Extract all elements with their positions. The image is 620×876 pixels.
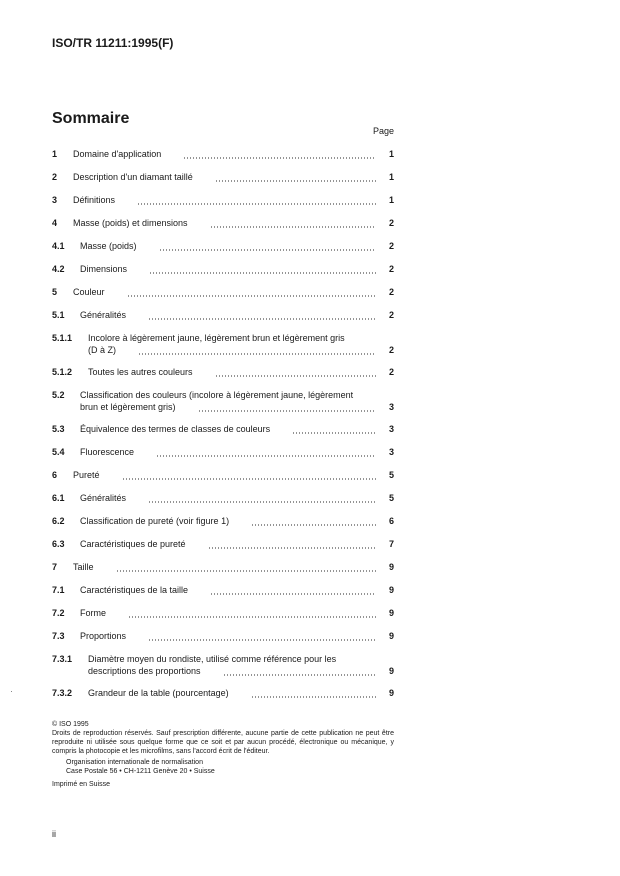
toc-entry[interactable] [52,630,394,642]
toc-entry-title: Forme [80,608,107,618]
dot-leader [159,240,376,252]
toc-entry-title: Masse (poids) et dimensions [73,218,188,228]
toc-entry[interactable] [52,492,394,504]
toc-entry-page: 9 [388,666,394,676]
toc-entry-title: Couleur [73,287,105,297]
toc-entry-page: 7 [388,539,394,549]
toc-entry-title: (D à Z) [88,345,116,355]
toc-entry-number: 6.3 [52,539,65,549]
toc-entry-number: 5 [52,287,58,297]
dot-leader [127,286,376,298]
toc-entry-number: 5.1.1 [52,333,73,343]
toc-entry[interactable] [52,286,394,298]
toc-entry-number: 5.3 [52,424,65,434]
dot-leader [148,309,376,321]
toc-entry-page: 2 [388,367,394,377]
scan-speck [11,691,12,692]
toc-entry-number: 7.1 [52,585,65,595]
printed-in: Imprimé en Suisse [52,781,110,788]
toc-entry[interactable] [52,515,394,527]
toc-entry-page: 2 [388,287,394,297]
toc-entry[interactable] [52,263,394,275]
toc-entry-number: 4 [52,218,58,228]
toc-entry-title: Diamètre moyen du rondiste, utilisé comme référence pour les [88,654,337,664]
toc-entry-number: 7 [52,562,58,572]
toc-entry-page: 2 [388,241,394,251]
dot-leader [215,366,376,378]
toc-entry-title: Généralités [80,493,127,503]
dot-leader [116,561,376,573]
toc-entry-page: 5 [388,493,394,503]
dot-leader [292,423,376,435]
dot-leader [251,687,376,699]
toc-entry-page: 9 [388,608,394,618]
toc-entry-number: 5.1.2 [52,367,73,377]
toc-entry[interactable] [52,217,394,229]
toc-entry[interactable] [52,653,394,677]
toc-entry[interactable] [52,309,394,321]
toc-entry-number: 4.2 [52,264,65,274]
toc-entry[interactable] [52,366,394,378]
dot-leader [156,446,376,458]
toc-entry-number: 7.3.2 [52,688,73,698]
toc-entry-number: 4.1 [52,241,65,251]
toc-entry-title: Description d'un diamant taillé [73,172,193,182]
toc-entry-title: Caractéristiques de la taille [80,585,189,595]
toc-entry-title: Incolore à légèrement jaune, légèrement brun et légèrement gris [88,333,345,343]
toc-entry-title: brun et légèrement gris) [80,402,176,412]
toc-entry-page: 9 [388,585,394,595]
toc-entry[interactable] [52,240,394,252]
page-title: Sommaire [52,110,130,127]
toc-entry-page: 3 [388,447,394,457]
toc-entry[interactable] [52,423,394,435]
page-column-label: Page [373,126,395,136]
rights-notice: Droits de reproduction réservés. Sauf prescription différente, aucune partie de cette publication ne peut être reproduite ni utilisée sous quelque forme que ce soit et par aucun procédé, électronique ou mécanique, y compris la photocopie et les microfilms, sans l'accord écrit de l'éditeur. [52,730,394,755]
dot-leader [128,607,376,619]
toc-entry-page: 2 [388,218,394,228]
toc-entry[interactable] [52,687,394,699]
dot-leader [223,665,376,677]
dot-leader [137,194,376,206]
toc-entry-page: 1 [388,149,394,159]
toc-entry-number: 5.4 [52,447,65,457]
toc-entry-number: 6.2 [52,516,65,526]
toc-entry-title: Classification de pureté (voir figure 1) [80,516,230,526]
toc-entry[interactable] [52,389,394,413]
toc-entry-page: 9 [388,562,394,572]
copyright-line: © ISO 1995 [52,721,89,728]
toc-entry-title: Classification des couleurs (incolore à légèrement jaune, légèrement [80,390,354,400]
toc-entry[interactable] [52,607,394,619]
toc-entry-title: Caractéristiques de pureté [80,539,186,549]
toc-entry-page: 1 [388,195,394,205]
toc-entry-title: Fluorescence [80,447,135,457]
toc-entry-number: 3 [52,195,58,205]
document-id: ISO/TR 11211:1995(F) [52,36,174,50]
copyright-block [52,720,394,789]
toc-entry-number: 5.1 [52,310,65,320]
dot-leader [149,263,376,275]
toc-entry-number: 7.3.1 [52,654,73,664]
org-name: Organisation internationale de normalisation [66,759,203,766]
toc-entry-title: Grandeur de la table (pourcentage) [88,688,229,698]
toc-entry-title: Pureté [73,470,100,480]
toc-entry-title: Proportions [80,631,127,641]
dot-leader [138,344,376,356]
toc-entry-title: Taille [73,562,94,572]
dot-leader [183,148,376,160]
toc-entry-number: 7.3 [52,631,65,641]
dot-leader [198,401,376,413]
toc-entry-title: Équivalence des termes de classes de couleurs [80,424,271,434]
dot-leader [148,630,376,642]
toc-entry-page: 2 [388,310,394,320]
toc-entry-title: Masse (poids) [80,241,137,251]
toc-entry-page: 3 [388,424,394,434]
page-number: ii [52,829,56,839]
toc-entry[interactable] [52,148,394,160]
toc-entry-page: 6 [388,516,394,526]
toc-entry[interactable] [52,171,394,183]
toc-entry-page: 9 [388,631,394,641]
toc-entry[interactable] [52,469,394,481]
dot-leader [210,217,376,229]
toc-entry[interactable] [52,538,394,550]
toc-entry-page: 1 [388,172,394,182]
toc-entry-number: 6 [52,470,58,480]
toc-entry-title: Domaine d'application [73,149,162,159]
dot-leader [148,492,376,504]
toc-entry[interactable] [52,332,394,356]
toc-entry-page: 2 [388,264,394,274]
toc-entry-title: Dimensions [80,264,128,274]
toc-entry-number: 6.1 [52,493,65,503]
toc-entry-page: 9 [388,688,394,698]
dot-leader [251,515,376,527]
dot-leader [215,171,376,183]
toc-entry[interactable] [52,561,394,573]
toc-entry-number: 7.2 [52,608,65,618]
dot-leader [122,469,376,481]
toc-entry-title: Toutes les autres couleurs [88,367,193,377]
toc-entry-number: 2 [52,172,58,182]
toc-entry-page: 2 [388,345,394,355]
dot-leader [210,584,376,596]
toc-entry-title: Généralités [80,310,127,320]
toc-entry[interactable] [52,446,394,458]
dot-leader [208,538,376,550]
org-address: Case Postale 56 • CH-1211 Genève 20 • Suisse [66,768,215,775]
toc-entry-number: 1 [52,149,58,159]
toc-entry-page: 5 [388,470,394,480]
toc-entry-title: descriptions des proportions [88,666,201,676]
toc-entry-title: Définitions [73,195,116,205]
toc-entry-number: 5.2 [52,390,65,400]
toc-entry[interactable] [52,584,394,596]
toc-entry-page: 3 [388,402,394,412]
toc-entry[interactable] [52,194,394,206]
